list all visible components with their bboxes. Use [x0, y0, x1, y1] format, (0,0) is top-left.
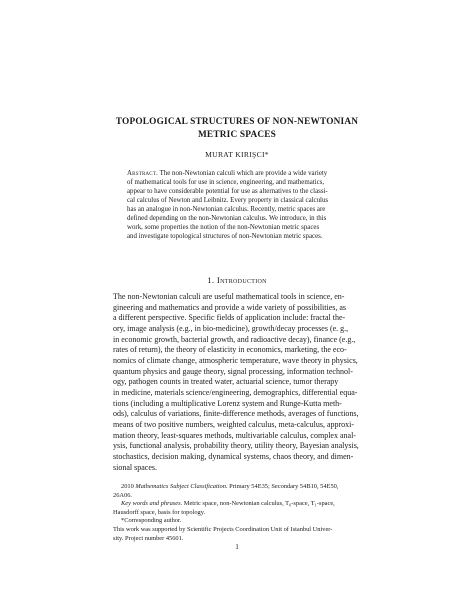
paper-title-line-2: METRIC SPACES	[197, 130, 277, 140]
body-line: The non-Newtonian calculi are useful mathematical tools in science, en-	[113, 292, 345, 301]
section-number: 1.	[207, 275, 215, 285]
body-text	[113, 292, 368, 473]
body-line: a different perspective. Specific fields of application include: fractal the-	[113, 313, 346, 323]
abstract-line: work, some properties the notion of the non-Newtonian metric spaces	[127, 224, 320, 232]
author-name: MURAT KIRIŞCI*	[205, 150, 269, 159]
body-line: ysis, functional analysis, probability theory, utility theory, Bayesian analysis,	[113, 441, 359, 451]
keywords-text: Metric space, non-Newtonian calculus, T₀-space, T₁-space,	[182, 500, 335, 508]
support-note: This work was supported by Scientific Projects Coordination Unit of Istanbul Univer-	[113, 525, 333, 533]
body-line: ory, image analysis (e.g., in bio-medicine), growth/decay processes (e. g.,	[113, 323, 349, 333]
msc-label: Mathematics Subject Classification.	[135, 483, 228, 490]
corresponding-author-note: *Corresponding author.	[121, 517, 182, 525]
body-line: quantum physics and gauge theory, signal processing, information technol-	[113, 366, 353, 376]
paper-title-line-1: TOPOLOGICAL STRUCTURES OF NON-NEWTONIAN	[115, 117, 359, 127]
body-line: nomics of climate change, atmospheric temperature, wave theory in physics,	[113, 355, 358, 365]
support-note-cont: sity. Project number 45601.	[113, 534, 184, 542]
body-line: ogy, pathogen counts in treated water, actuarial science, tumor therapy	[113, 377, 339, 387]
paper-title	[0, 116, 474, 142]
abstract-line	[127, 169, 349, 178]
abstract-text: The non-Newtonian calculi which are provide a wide variety	[159, 170, 328, 177]
body-line: means of two positive numbers, weighted calculus, meta-calculus, approxi-	[113, 419, 355, 429]
keywords-footnote	[113, 500, 368, 509]
footnotes	[113, 483, 368, 543]
body-line: sional spaces.	[113, 462, 157, 472]
body-line: gineering and mathematics and provide a wide variety of possibilities, as	[113, 302, 347, 312]
msc-prefix: 2010	[121, 483, 136, 490]
body-line: rates of return), the theory of elasticity in economics, marketing, the eco-	[113, 345, 347, 355]
abstract-line: appear to have considerable potential for use as alternatives to the classi-	[127, 188, 328, 196]
abstract-line: defined depending on the non-Newtonian calculus. We introduce, in this	[127, 215, 327, 223]
body-line: ods), calculus of variations, finite-difference methods, averages of functions,	[113, 409, 359, 419]
abstract-line: of mathematical tools for use in science, engineering, and mathematics,	[127, 179, 325, 187]
msc-text: Primary 54E35; Secondary 54B10, 54E50,	[227, 483, 339, 490]
msc-footnote-cont: 26A06.	[113, 491, 132, 499]
abstract-line: cal calculus of Newton and Leibnitz. Every property in classical calculus	[127, 197, 329, 205]
page-number: 1	[235, 543, 239, 551]
abstract-line: and investigate topological structures of non-Newtonian metric spaces.	[127, 233, 323, 241]
body-line: stochastics, decision making, dynamical systems, chaos theory, and dimen-	[113, 451, 354, 461]
section-title: Introduction	[216, 275, 267, 285]
keywords-label: Key words and phrases.	[121, 500, 183, 508]
abstract-label: Abstract.	[127, 170, 159, 177]
body-line: mation theory, least-squares methods, multivariable calculus, complex anal-	[113, 430, 356, 440]
msc-footnote	[113, 483, 368, 492]
body-line: tions (including a multiplicative Lorenz system and Runge-Kutta meth-	[113, 398, 342, 408]
body-line: in medicine, materials science/engineering, demographics, differential equa-	[113, 387, 358, 397]
abstract-line: has an analogue in non-Newtonian calculus. Recently, metric spaces are	[127, 206, 326, 214]
abstract	[127, 169, 349, 241]
section-heading	[0, 275, 474, 285]
body-line: in economic growth, bacterial growth, and radioactive decay), finance (e.g.,	[113, 334, 356, 344]
keywords-footnote-cont: Hausdorff space, basis for topology.	[113, 508, 206, 516]
